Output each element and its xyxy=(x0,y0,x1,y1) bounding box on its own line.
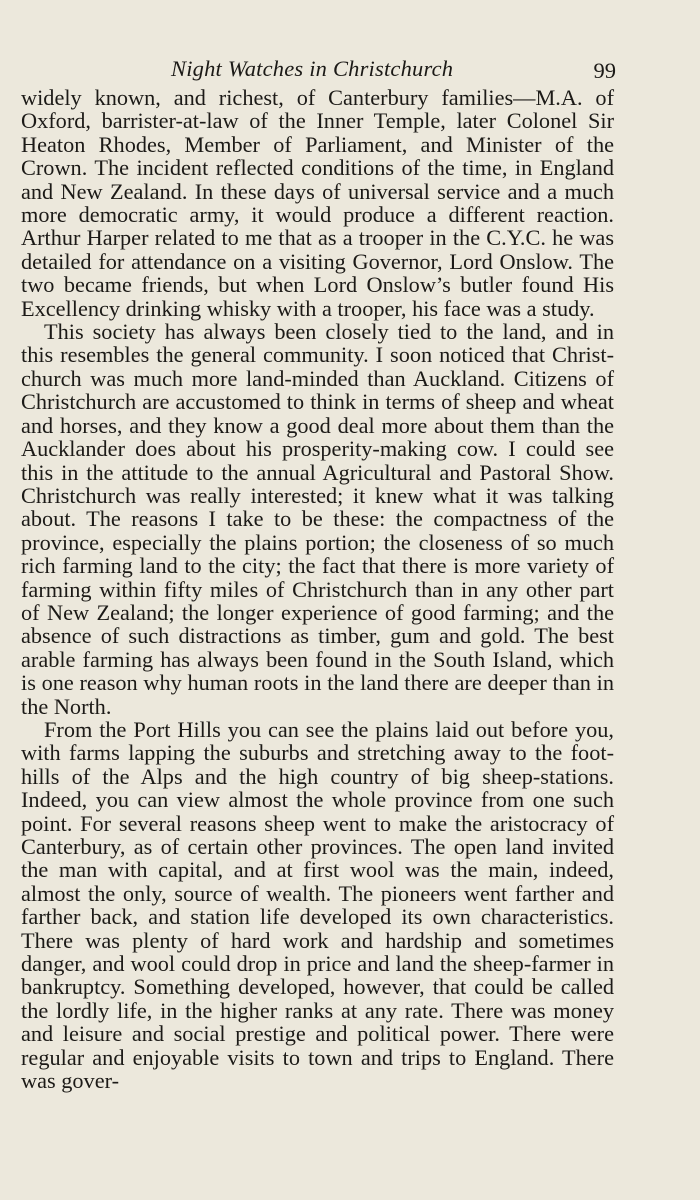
page-number: 99 xyxy=(593,58,616,83)
paragraph-3: From the Port Hills you can see the plains laid out before you, with farms lapping the suburbs and stretching away to the foothills of the Alps and the high country of big sheep-stations. Indeed, you can view almost the whole province from one such point. For several reasons sheep went to make the aristocracy of Canterbury, as of certain other provinces. The open land invited the man with capital, and at first wool was the main, indeed, almost the only, source of wealth. The pioneers went farther and farther back, and station life developed its own characteristics. There was plenty of hard work and hardship and sometimes danger, and wool could drop in price and land the sheep-farmer in bankruptcy. Something developed, however, that could be called the lordly life, in the higher ranks at any rate. There was money and leisure and social prestige and political power. There were regular and enjoyable visits to town and trips to England. There was gover- xyxy=(21,716,614,1094)
page-header xyxy=(21,52,614,86)
body-text xyxy=(21,86,614,1092)
paragraph-2: This society has always been closely tied to the land, and in this resembles the general community. I soon noticed that Christchurch was much more land-minded than Auckland. Citizens of Christchurch are accustomed to think in terms of sheep and wheat and horses, and they know a good deal more about them than the Aucklander does about his prosperity-making cow. I could see this in the attitude to the annual Agricultural and Pastoral Show. Christchurch was really interested; it knew what it was talking about. The reasons I take to be these: the compactness of the province, especially the plains portion; the closeness of so much rich farming land to the city; the fact that there is more variety of farming within fifty miles of Christchurch than in any other part of New Zealand; the longer experience of good farming; and the absence of such distractions as timber, gum and gold. The best arable farming has always been found in the South Island, which is one reason why human roots in the land there are deeper than in the North. xyxy=(21,319,614,719)
paragraph-1: widely known, and richest, of Canterbury families—M.A. of Oxford, barrister-at-law of the Inner Temple, later Colonel Sir Heaton Rhodes, Member of Parliament, and Minister of the Crown. The incident reflected conditions of the time, in England and New Zealand. In these days of universal service and a much more democratic army, it would produce a different reaction. Arthur Harper related to me that as a trooper in the C.Y.C. he was detailed for attendance on a visiting Governor, Lord Onslow. The two became friends, but when Lord Onslow’s butler found His Excellency drinking whisky with a trooper, his face was a study. xyxy=(21,85,614,321)
running-title: Night Watches in Christchurch xyxy=(171,56,454,81)
